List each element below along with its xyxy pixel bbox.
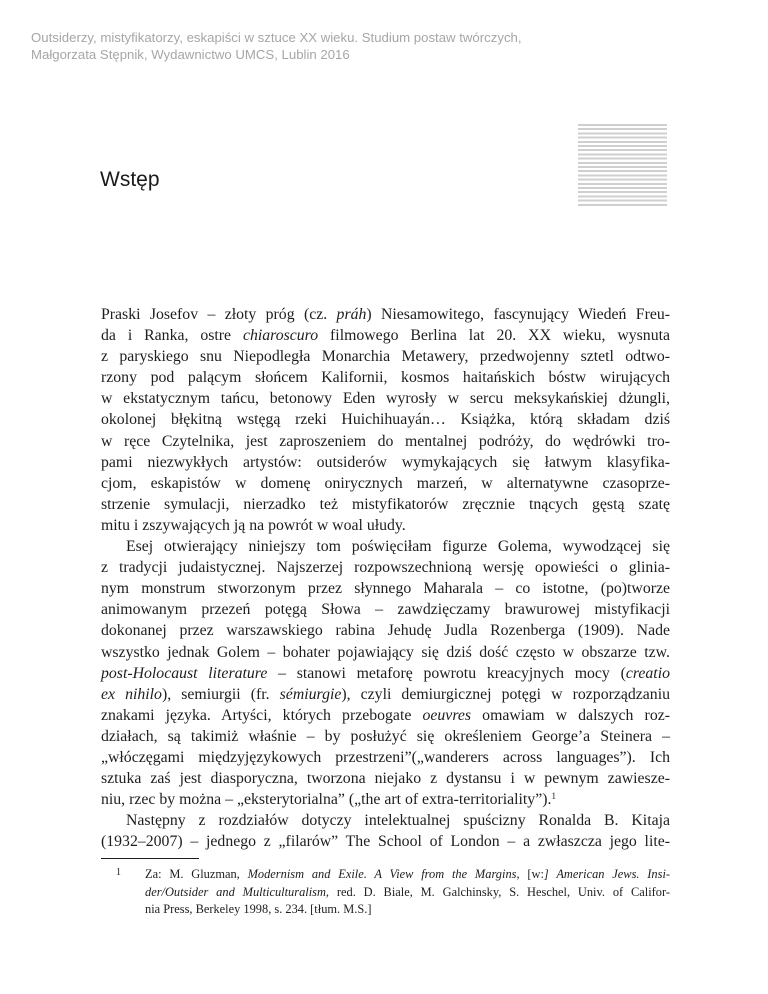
body-text — [101, 304, 670, 852]
text-line: z paryskiego snu Niepodległa Monarchia Metawery, przedwojenny sztetl odtwo- — [101, 348, 670, 366]
text-line: mitu i zszywających ją na powrót w woal ułudy. — [101, 516, 406, 534]
text-line: rzony pod palącym słońcem Kalifornii, kosmos haitańskich bóstw wirujących — [101, 369, 670, 387]
text-line: Esej otwierający niniejszy tom poświęciłam figurze Golema, wywodzącej się — [126, 538, 670, 556]
text-line: (1932–2007) – jednego z „filarów” The School of London – a zwłaszcza jego lite- — [101, 833, 670, 851]
text-line: w ekstatycznym tańcu, betonowy Eden wyrosły w sercu meksykańskiej dżungli, — [101, 390, 670, 408]
text-line: pami niezwykłych artystów: outsiderów wymykających się łatwym klasyfika- — [101, 453, 670, 471]
text-line: okolonej błękitną wstęgą rzeki Huichihuayán… Książka, którą składam dziś — [101, 411, 670, 429]
text-line: niu, rzec by można – „eksterytorialna” („the art of extra-territoriality”).$^1$ — [101, 791, 556, 809]
text-line: dokonanej przez warszawskiego rabina Jehudę Judla Rozenberga (1909). Nade — [101, 622, 670, 640]
text-line: ex nihilo), semiurgii (fr. sémiurgie), czyli demiurgicznej potęgi w rozporządzaniu — [101, 685, 670, 703]
text-line: animowanym przezeń potęgą Słowa – zawdzięczamy brawurowej mistyfikacji — [101, 601, 670, 619]
text-line: Następny z rozdziałów dotyczy intelektualnej spuścizny Ronalda B. Kitaja — [126, 812, 670, 830]
text-line: z tradycji judaistycznej. Najszerzej rozpowszechnioną wersję opowieści o glinia- — [101, 559, 670, 577]
running-head-line-2: Małgorzata Stępnik, Wydawnictwo UMCS, Lublin 2016 — [31, 47, 350, 62]
decorative-stripes — [578, 124, 667, 206]
text-line: w ręce Czytelnika, jest zaproszeniem do mentalnej podróży, do wędrówki tro- — [101, 432, 670, 450]
text-line: sztuka zaś jest diasporyczna, tworzona niejako z dystansu i w pewnym zawiesze- — [101, 770, 670, 788]
running-head — [31, 29, 731, 63]
text-line: wszystko jednak Golem – bohater pojawiający się dziś dość często w obszarze tzw. — [101, 643, 670, 661]
text-line: znakami języka. Artyści, których przebogate oeuvres omawiam w dalszych roz- — [101, 706, 670, 724]
footnote-line: Za: M. Gluzman, Modernism and Exile. A View from the Margins, [w:] American Jews. Insi- — [145, 867, 671, 881]
footnote-reference: 1 — [551, 791, 556, 802]
text-line: post-Holocaust literature – stanowi metaforę powrotu kreacyjnych mocy (creatio — [101, 664, 670, 682]
footnote-line: der/Outsider and Multiculturalism, red. D. Biale, M. Galchinsky, S. Heschel, Univ. of Califor- — [145, 884, 670, 899]
footnote — [101, 866, 670, 919]
footnote-marker: 1 — [116, 867, 121, 878]
text-line: da i Ranka, ostre chiaroscuro filmowego Berlina lat 20. XX wieku, wysnuta — [101, 327, 670, 345]
text-line: Praski Josefov – złoty próg (cz. práh) Niesamowitego, fascynujący Wiedeń Freu- — [101, 306, 671, 323]
footnote-divider — [101, 858, 199, 859]
text-line: strzenie symulacji, nierzadko też mistyfikatorów zręcznie tnących gęstą szatę — [101, 495, 670, 513]
chapter-title: Wstęp — [100, 168, 160, 191]
text-line: nym monstrum stworzonym przez słynnego Maharala – co istotne, (po)tworze — [101, 580, 670, 598]
text-line: cjom, eskapistów w domenę onirycznych marzeń, w alternatywne czasoprze- — [101, 474, 670, 492]
text-line: „włóczęgami międzyjęzykowych przestrzeni”(„wanderers across languages”). Ich — [101, 748, 670, 766]
text-line: działach, są takimiż właśnie – by posłużyć się określeniem George’a Steinera – — [101, 727, 670, 745]
footnote-text — [145, 866, 670, 919]
running-head-line-1: Outsiderzy, mistyfikatorzy, eskapiści w sztuce XX wieku. Studium postaw twórczych, — [31, 30, 522, 45]
footnote-line: nia Press, Berkeley 1998, s. 234. [tłum. M.S.] — [145, 902, 372, 917]
